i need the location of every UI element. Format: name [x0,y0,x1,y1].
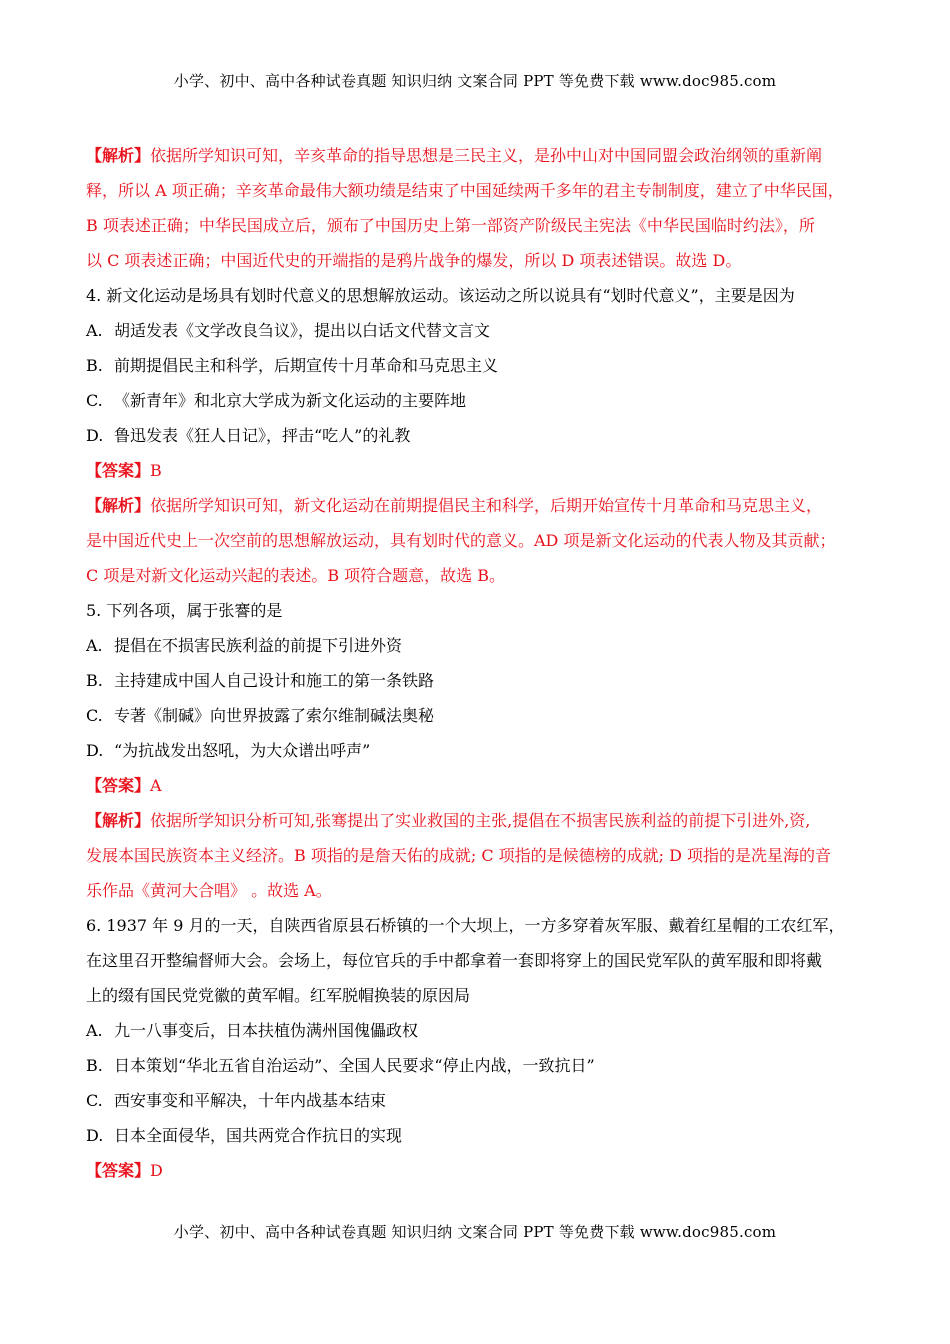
option-b: B. 主持建成中国人自己设计和施工的第一条铁路 [86,671,435,690]
question-5 [86,599,866,902]
analysis-tag: 【解析】 [86,496,151,515]
option-d: D. 鲁迅发表《狂人日记》，抨击“吃人”的礼教 [86,426,411,445]
analysis-line: 发展本国民族资本主义经济。B 项指的是詹天佑的成就; C 项指的是候德榜的成就; D 项指的是冼星海的音 [86,846,832,865]
answer-value: A [150,776,162,795]
question-stem: 5. 下列各项，属于张謇的是 [86,601,283,620]
option-a: A. 提倡在不损害民族利益的前提下引进外资 [86,636,403,655]
answer: 【答案】D [86,1161,163,1180]
option-c: C. 专著《制碱》向世界披露了索尔维制碱法奥秘 [86,706,435,725]
analysis-line: 释，所以 A 项正确；辛亥革命最伟大额功绩是结束了中国延续两千多年的君主专制制度，建立了中华民国， [86,181,844,200]
option-b: B. 日本策划“华北五省自治运动”、全国人民要求“停止内战，一致抗日” [86,1056,595,1075]
analysis-tag: 【解析】 [86,146,151,165]
analysis-line: 乐作品《黄河大合唱》 。故选 A。 [86,881,332,900]
analysis-line: B 项表述正确；中华民国成立后，颁布了中国历史上第一部资产阶级民主宪法《中华民国临时约法》，所 [86,216,815,235]
answer-value: D [150,1161,163,1180]
question-stem: 6. 1937 年 9 月的一天，自陕西省原县石桥镇的一个大坝上，一方多穿着灰军服、戴着红星帽的工农红军， [86,916,845,935]
answer: 【答案】B [86,461,162,480]
question-6 [86,914,866,1182]
analysis-line: 是中国近代史上一次空前的思想解放运动，具有划时代的意义。AD 项是新文化运动的代表人物及其贡献； [86,531,836,550]
question-4 [86,284,866,587]
analysis-line: 依据所学知识可知，辛亥革命的指导思想是三民主义，是孙中山对中国同盟会政治纲领的重新阐 [150,146,823,165]
analysis-tag: 【解析】 [86,811,151,830]
question-stem: 上的缀有国民党党徽的黄军帽。红军脱帽换装的原因局 [86,986,471,1005]
option-c: C. 西安事变和平解决，十年内战基本结束 [86,1091,387,1110]
question-stem: 在这里召开整编督师大会。会场上，每位官兵的手中都拿着一套即将穿上的国民党军队的黄军服和即将戴 [86,951,823,970]
option-d: D. “为抗战发出怒吼，为大众谱出呼声” [86,741,371,760]
page-footer: 小学、初中、高中各种试卷真题 知识归纳 文案合同 PPT 等免费下载 www.doc985.com [173,1223,777,1241]
analysis-q4 [86,494,866,587]
answer-value: B [150,461,162,480]
analysis-line: C 项是对新文化运动兴起的表述。B 项符合题意，故选 B。 [86,566,506,585]
document-body [86,144,866,1194]
answer: 【答案】A [86,776,162,795]
analysis-line: 依据所学知识分析可知,张骞提出了实业救国的主张,提倡在不损害民族利益的前提下引进外,资, [150,811,811,830]
question-stem: 4. 新文化运动是场具有划时代意义的思想解放运动。该运动之所以说具有“划时代意义”，主要是因为 [86,286,795,305]
page-header: 小学、初中、高中各种试卷真题 知识归纳 文案合同 PPT 等免费下载 www.doc985.com [173,72,777,90]
option-c: C. 《新青年》和北京大学成为新文化运动的主要阵地 [86,391,467,410]
analysis-q3 [86,144,866,272]
option-a: A. 九一八事变后，日本扶植伪满州国傀儡政权 [86,1021,419,1040]
analysis-line: 以 C 项表述正确；中国近代史的开端指的是鸦片战争的爆发，所以 D 项表述错误。故选 D。 [86,251,742,270]
analysis-q5 [86,809,866,902]
option-a: A. 胡适发表《文学改良刍议》，提出以白话文代替文言文 [86,321,491,340]
option-b: B. 前期提倡民主和科学，后期宣传十月革命和马克思主义 [86,356,499,375]
analysis-line: 依据所学知识可知，新文化运动在前期提倡民主和科学，后期开始宣传十月革命和马克思主义， [150,496,823,515]
option-d: D. 日本全面侵华，国共两党合作抗日的实现 [86,1126,403,1145]
